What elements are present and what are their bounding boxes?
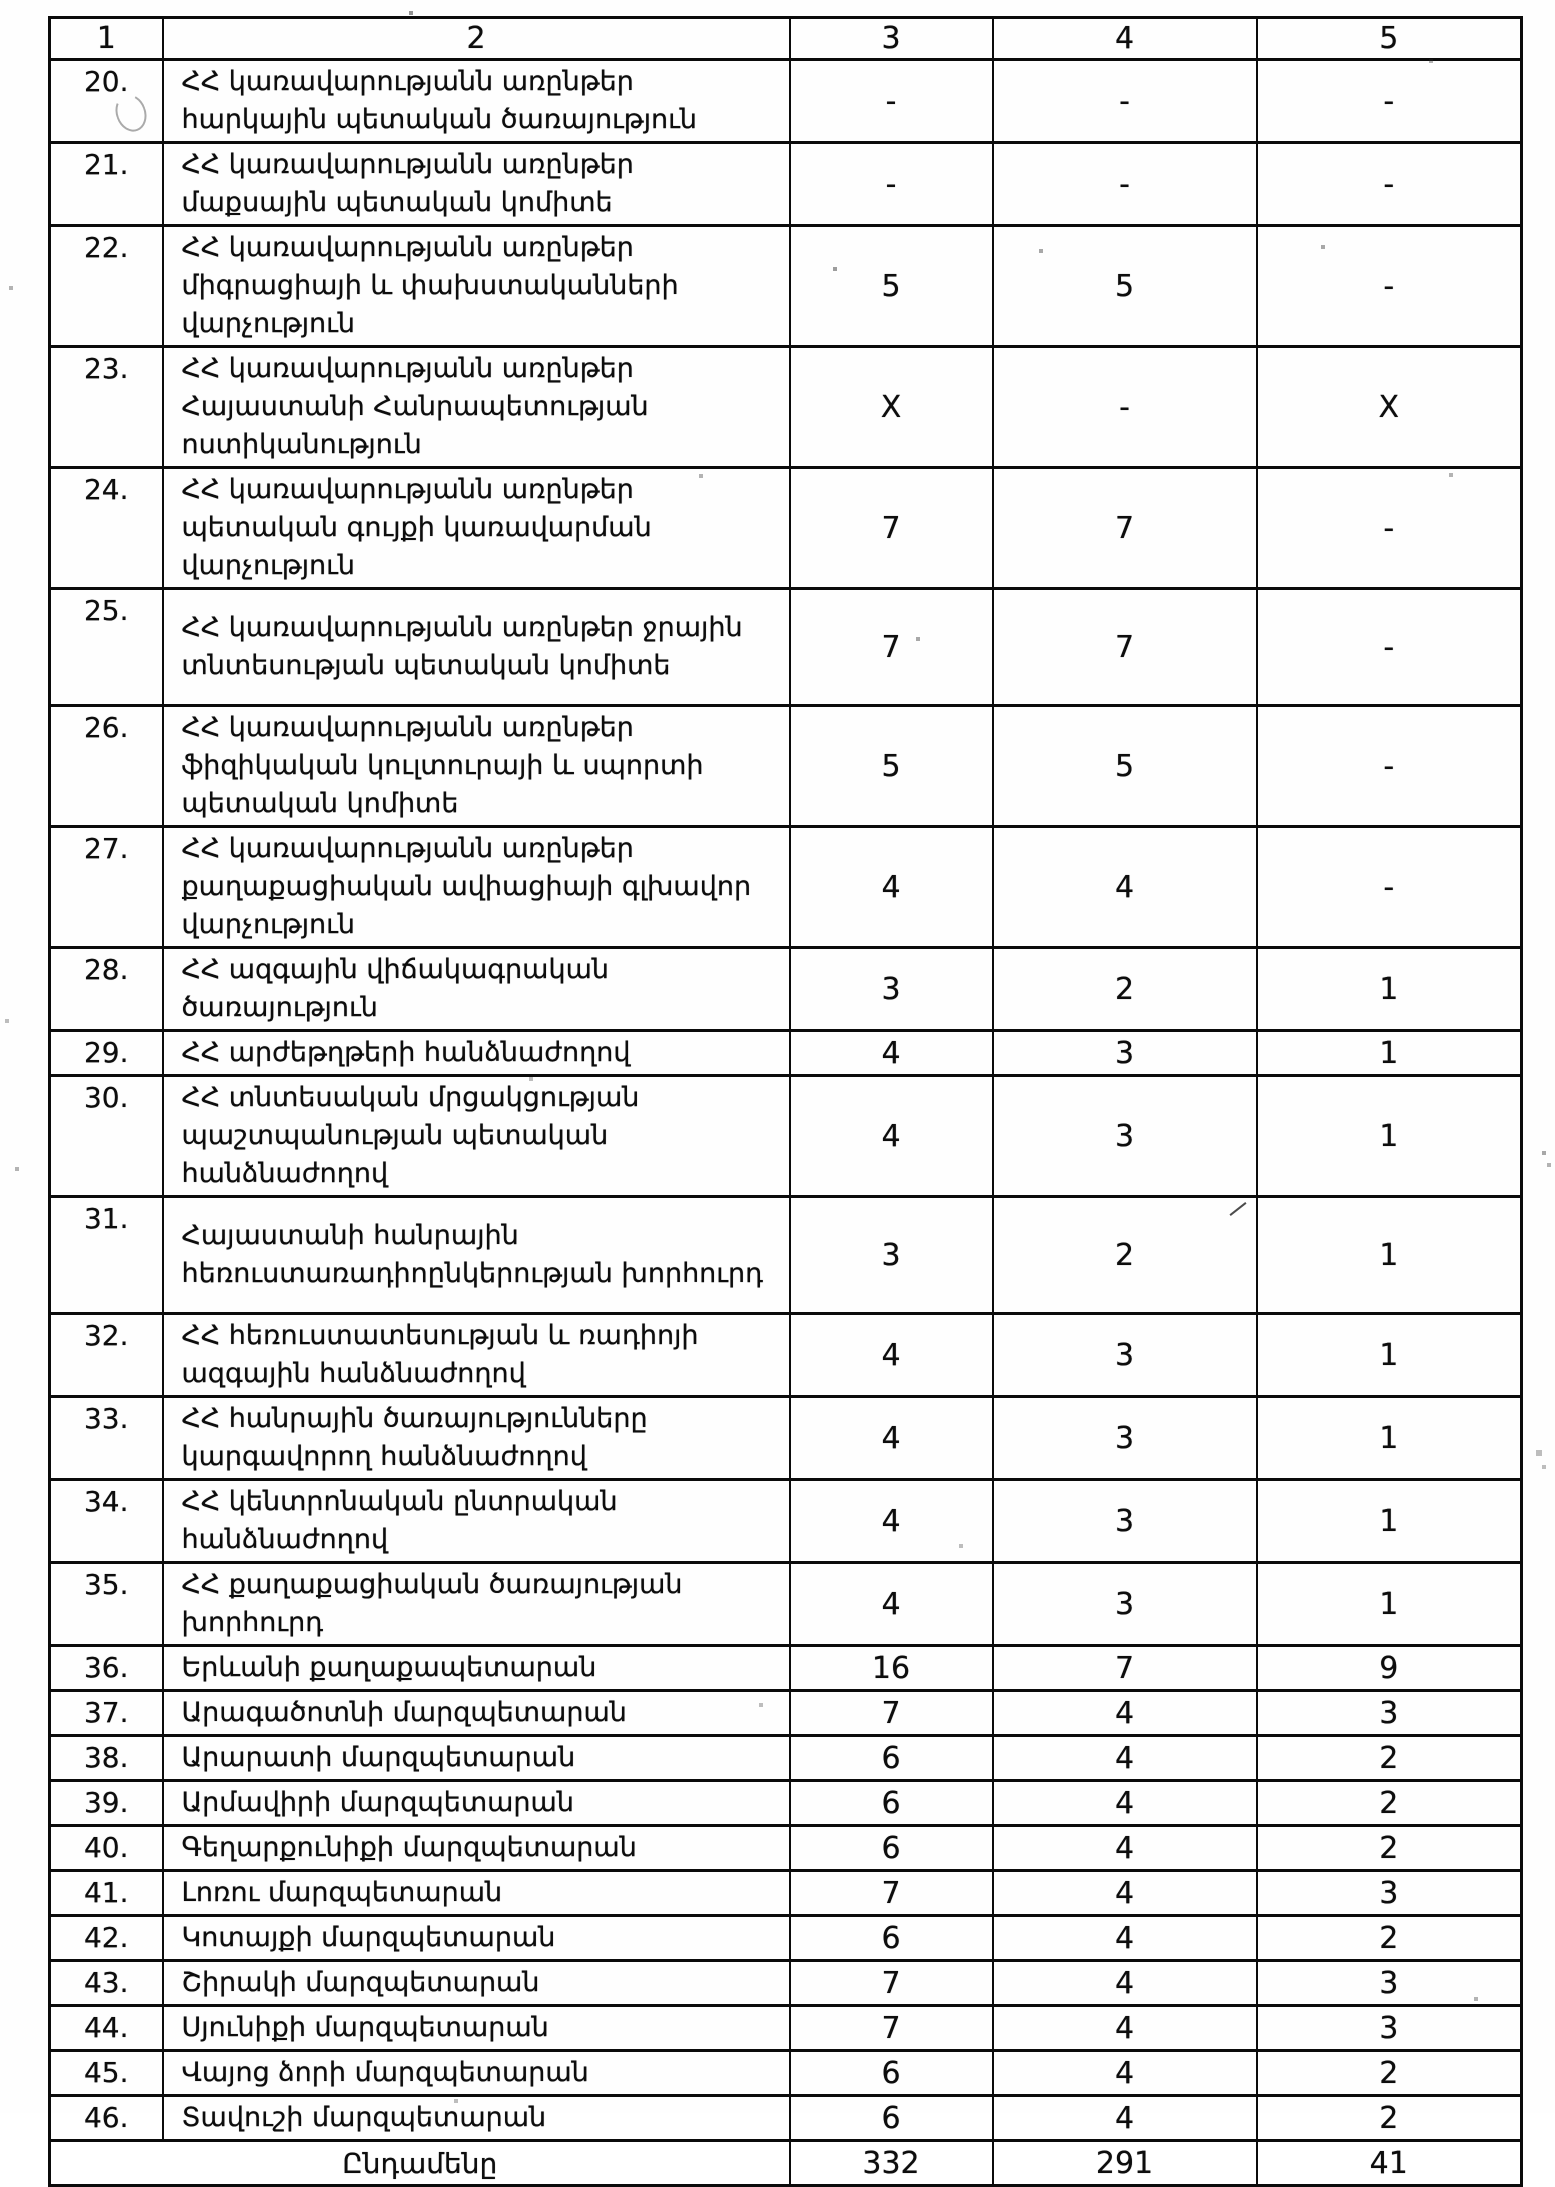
row-number: 26. [50, 706, 163, 827]
col3-value: 7 [790, 589, 993, 706]
table-row [50, 1076, 1522, 1197]
org-name: ՀՀ կառավարությանն առընթեր պետական գույքի կառավարման վարչություն [163, 468, 790, 589]
row-number: 35. [50, 1563, 163, 1646]
table-row [50, 2051, 1522, 2096]
col5-value: 3 [1257, 1871, 1522, 1916]
col4-value: 4 [993, 827, 1257, 948]
col4-value: 3 [993, 1031, 1257, 1076]
header-row [50, 18, 1522, 60]
col3-value: 5 [790, 706, 993, 827]
table-row [50, 827, 1522, 948]
row-number: 20. [50, 60, 163, 143]
org-name: Շիրակի մարզպետարան [163, 1961, 790, 2006]
total-label: Ընդամենը [50, 2141, 790, 2186]
header-col-3: 3 [790, 18, 993, 60]
col5-value: 2 [1257, 1916, 1522, 1961]
row-number: 23. [50, 347, 163, 468]
col4-value: 5 [993, 226, 1257, 347]
table-row [50, 1031, 1522, 1076]
col5-value: - [1257, 226, 1522, 347]
table-row [50, 1736, 1522, 1781]
row-number: 44. [50, 2006, 163, 2051]
col4-value: 7 [993, 589, 1257, 706]
col5-value: 2 [1257, 1826, 1522, 1871]
org-name: ՀՀ կառավարությանն առընթեր ֆիզիկական կուլտուրայի և սպորտի պետական կոմիտե [163, 706, 790, 827]
scan-artifact-specks [0, 0, 2, 2]
row-number: 40. [50, 1826, 163, 1871]
col3-value: 3 [790, 948, 993, 1031]
col4-value: 7 [993, 468, 1257, 589]
col5-value: 1 [1257, 1397, 1522, 1480]
col5-value: 3 [1257, 2006, 1522, 2051]
org-name: ՀՀ տնտեսական մրցակցության պաշտպանության պետական հանձնաժողով [163, 1076, 790, 1197]
table-row [50, 1826, 1522, 1871]
col3-value: 6 [790, 1826, 993, 1871]
row-number: 31. [50, 1197, 163, 1314]
col5-value: 9 [1257, 1646, 1522, 1691]
org-name: Երևանի քաղաքապետարան [163, 1646, 790, 1691]
row-number: 37. [50, 1691, 163, 1736]
org-name: ՀՀ հանրային ծառայությունները կարգավորող հանձնաժողով [163, 1397, 790, 1480]
org-name: ՀՀ արժեթղթերի հանձնաժողով [163, 1031, 790, 1076]
col5-value: 1 [1257, 1480, 1522, 1563]
table-row [50, 1691, 1522, 1736]
col5-value: 1 [1257, 1076, 1522, 1197]
col5-value: - [1257, 143, 1522, 226]
col4-value: 4 [993, 1781, 1257, 1826]
org-name: Վայոց ձորի մարզպետարան [163, 2051, 790, 2096]
org-name: Սյունիքի մարզպետարան [163, 2006, 790, 2051]
org-name: Արարատի մարզպետարան [163, 1736, 790, 1781]
table-row [50, 1563, 1522, 1646]
col3-value: 16 [790, 1646, 993, 1691]
total-row [50, 2141, 1522, 2186]
row-number: 21. [50, 143, 163, 226]
col5-value: 3 [1257, 1961, 1522, 2006]
col4-value: 4 [993, 2006, 1257, 2051]
org-name: Գեղարքունիքի մարզպետարան [163, 1826, 790, 1871]
org-name: Արագածոտնի մարզպետարան [163, 1691, 790, 1736]
table-row [50, 226, 1522, 347]
col4-value: 3 [993, 1480, 1257, 1563]
row-number: 45. [50, 2051, 163, 2096]
header-col-4: 4 [993, 18, 1257, 60]
row-number: 38. [50, 1736, 163, 1781]
org-name: ՀՀ կառավարությանն առընթեր Հայաստանի Հանրապետության ոստիկանություն [163, 347, 790, 468]
col5-value: - [1257, 706, 1522, 827]
col4-value: 4 [993, 2096, 1257, 2141]
col5-value: 3 [1257, 1691, 1522, 1736]
table-row [50, 1781, 1522, 1826]
col4-value: - [993, 347, 1257, 468]
col4-value: 4 [993, 1961, 1257, 2006]
row-number: 41. [50, 1871, 163, 1916]
col5-value: - [1257, 589, 1522, 706]
table-row [50, 143, 1522, 226]
col5-value: 1 [1257, 948, 1522, 1031]
table-row [50, 347, 1522, 468]
col3-value: 7 [790, 1871, 993, 1916]
col3-value: - [790, 60, 993, 143]
col5-value: - [1257, 60, 1522, 143]
row-number: 33. [50, 1397, 163, 1480]
row-number: 32. [50, 1314, 163, 1397]
col3-value: 7 [790, 468, 993, 589]
col3-value: 7 [790, 2006, 993, 2051]
org-name: ՀՀ քաղաքացիական ծառայության խորհուրդ [163, 1563, 790, 1646]
table-row [50, 60, 1522, 143]
org-name: ՀՀ կառավարությանն առընթեր ջրային տնտեսության պետական կոմիտե [163, 589, 790, 706]
col4-value: 4 [993, 1826, 1257, 1871]
col5-value: 2 [1257, 1736, 1522, 1781]
total-col5-value: 41 [1257, 2141, 1522, 2186]
table-row [50, 1480, 1522, 1563]
org-name: Արմավիրի մարզպետարան [163, 1781, 790, 1826]
row-number: 39. [50, 1781, 163, 1826]
col3-value: 4 [790, 1031, 993, 1076]
col3-value: 6 [790, 1781, 993, 1826]
table-row [50, 589, 1522, 706]
col5-value: 2 [1257, 1781, 1522, 1826]
col4-value: 2 [993, 1197, 1257, 1314]
table-row [50, 1916, 1522, 1961]
org-name: ՀՀ հեռուստատեսության և ռադիոյի ազգային հանձնաժողով [163, 1314, 790, 1397]
col4-value: 7 [993, 1646, 1257, 1691]
row-number: 25. [50, 589, 163, 706]
col5-value: - [1257, 468, 1522, 589]
table-row [50, 948, 1522, 1031]
row-number: 22. [50, 226, 163, 347]
total-col3-value: 332 [790, 2141, 993, 2186]
col3-value: - [790, 143, 993, 226]
row-number: 29. [50, 1031, 163, 1076]
col5-value: - [1257, 827, 1522, 948]
col3-value: 6 [790, 2051, 993, 2096]
table-row [50, 1646, 1522, 1691]
col5-value: X [1257, 347, 1522, 468]
row-number: 42. [50, 1916, 163, 1961]
col3-value: 4 [790, 827, 993, 948]
row-number: 34. [50, 1480, 163, 1563]
col3-value: 3 [790, 1197, 993, 1314]
table-body [50, 60, 1522, 2141]
table-row [50, 1314, 1522, 1397]
col5-value: 1 [1257, 1314, 1522, 1397]
col3-value: 4 [790, 1076, 993, 1197]
header-col-2: 2 [163, 18, 790, 60]
table-row [50, 2006, 1522, 2051]
org-name: Կոտայքի մարզպետարան [163, 1916, 790, 1961]
col3-value: 4 [790, 1480, 993, 1563]
org-name: Հայաստանի հանրային հեռուստառադիոընկերության խորհուրդ [163, 1197, 790, 1314]
org-name: ՀՀ ազգային վիճակագրական ծառայություն [163, 948, 790, 1031]
col3-value: 4 [790, 1314, 993, 1397]
org-name: ՀՀ կառավարությանն առընթեր քաղաքացիական ավիացիայի գլխավոր վարչություն [163, 827, 790, 948]
col4-value: 3 [993, 1314, 1257, 1397]
col3-value: 6 [790, 2096, 993, 2141]
col4-value: 4 [993, 1916, 1257, 1961]
col3-value: 7 [790, 1961, 993, 2006]
col3-value: 4 [790, 1563, 993, 1646]
table-row [50, 468, 1522, 589]
document-table [48, 16, 1523, 2187]
row-number: 46. [50, 2096, 163, 2141]
org-name: ՀՀ կառավարությանն առընթեր հարկային պետական ծառայություն [163, 60, 790, 143]
col3-value: 5 [790, 226, 993, 347]
row-number: 27. [50, 827, 163, 948]
total-col4-value: 291 [993, 2141, 1257, 2186]
row-number: 43. [50, 1961, 163, 2006]
header-col-5: 5 [1257, 18, 1522, 60]
header-col-1: 1 [50, 18, 163, 60]
col3-value: 4 [790, 1397, 993, 1480]
col4-value: 5 [993, 706, 1257, 827]
col4-value: 4 [993, 2051, 1257, 2096]
table-row [50, 1871, 1522, 1916]
org-name: Լոռու մարզպետարան [163, 1871, 790, 1916]
row-number: 28. [50, 948, 163, 1031]
table-row [50, 706, 1522, 827]
table-row [50, 1961, 1522, 2006]
table-row [50, 1197, 1522, 1314]
row-number: 24. [50, 468, 163, 589]
col4-value: 2 [993, 948, 1257, 1031]
col5-value: 2 [1257, 2051, 1522, 2096]
col4-value: 4 [993, 1691, 1257, 1736]
col4-value: 3 [993, 1563, 1257, 1646]
col4-value: - [993, 143, 1257, 226]
org-name: ՀՀ կառավարությանն առընթեր մաքսային պետական կոմիտե [163, 143, 790, 226]
row-number: 36. [50, 1646, 163, 1691]
col4-value: 4 [993, 1736, 1257, 1781]
col5-value: 1 [1257, 1563, 1522, 1646]
col4-value: - [993, 60, 1257, 143]
col4-value: 4 [993, 1871, 1257, 1916]
org-name: ՀՀ կենտրոնական ընտրական հանձնաժողով [163, 1480, 790, 1563]
col5-value: 1 [1257, 1197, 1522, 1314]
table-row [50, 1397, 1522, 1480]
org-name: Տավուշի մարզպետարան [163, 2096, 790, 2141]
col3-value: 6 [790, 1736, 993, 1781]
col5-value: 2 [1257, 2096, 1522, 2141]
col5-value: 1 [1257, 1031, 1522, 1076]
col3-value: 6 [790, 1916, 993, 1961]
table-row [50, 2096, 1522, 2141]
col3-value: 7 [790, 1691, 993, 1736]
col3-value: X [790, 347, 993, 468]
row-number: 30. [50, 1076, 163, 1197]
col4-value: 3 [993, 1397, 1257, 1480]
org-name: ՀՀ կառավարությանն առընթեր միգրացիայի և փախստականների վարչություն [163, 226, 790, 347]
col4-value: 3 [993, 1076, 1257, 1197]
